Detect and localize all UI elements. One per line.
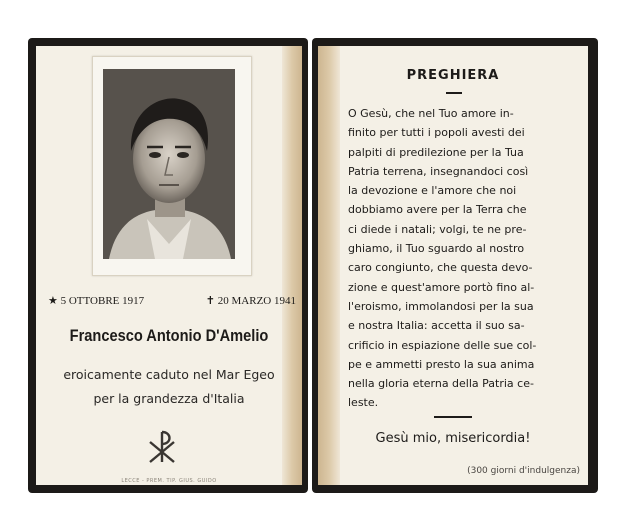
prayer-line: ghiamo, il Tuo sguardo al nostro [348, 242, 525, 256]
epitaph-line-2: per la grandezza d'Italia [93, 391, 245, 406]
left-card-panel [28, 38, 308, 493]
closing-divider [434, 416, 472, 418]
epitaph-line-1: eroicamente caduto nel Mar Egeo [63, 367, 275, 382]
prayer-line: finito per tutti i popoli avesti dei [348, 126, 525, 140]
prayer-line: ci diede i natali; volgi, te ne pre- [348, 222, 527, 236]
title-divider [446, 92, 462, 94]
right-card-panel [312, 38, 598, 493]
photo-frame [92, 56, 252, 276]
prayer-line: e nostra Italia: accetta il suo sa- [348, 319, 525, 333]
prayer-line: O Gesù, che nel Tuo amore in- [348, 107, 514, 120]
prayer-line: palpiti di predilezione per la Tua [348, 145, 524, 159]
left-paper [36, 46, 302, 485]
printer-imprint: LECCE - PREM. TIP. GIUS. GUIDO [121, 478, 217, 484]
birth-date: ★ 5 OTTOBRE 1917 [48, 295, 145, 307]
prayer-line: leste. [348, 396, 379, 410]
prayer-title: PREGHIERA [406, 68, 500, 83]
death-date: ✝ 20 MARZO 1941 [205, 295, 296, 307]
right-paper [318, 46, 588, 485]
prayer-line: dobbiamo avere per la Terra che [348, 203, 527, 217]
prayer-line: pe e ammetti presto la sua anima [348, 357, 535, 371]
portrait-photo [103, 69, 235, 259]
fold-stain [282, 46, 302, 485]
dates-row [48, 294, 296, 310]
prayer-text [348, 104, 578, 413]
chi-rho-icon [144, 428, 180, 464]
prayer-line: Patria terrena, insegnandoci così [348, 164, 529, 178]
prayer-line: la devozione e l'amore che noi [348, 184, 517, 198]
prayer-line: l'eroismo, immolandosi per la sua [348, 299, 534, 313]
prayer-line: zione e quest'amore portò fino al- [348, 280, 535, 294]
prayer-line: nella gloria eterna della Patria ce- [348, 377, 534, 391]
deceased-name: Francesco Antonio D'Amelio [69, 326, 269, 345]
prayer-line: caro congiunto, che questa devo- [348, 261, 533, 275]
closing-invocation: Gesù mio, misericordia! [375, 431, 531, 446]
portrait-image [103, 69, 235, 259]
fold-stain [318, 46, 340, 485]
indulgence-note: (300 giorni d'indulgenza) [467, 466, 580, 476]
prayer-line: crificio in espiazione delle sue col- [348, 338, 537, 352]
